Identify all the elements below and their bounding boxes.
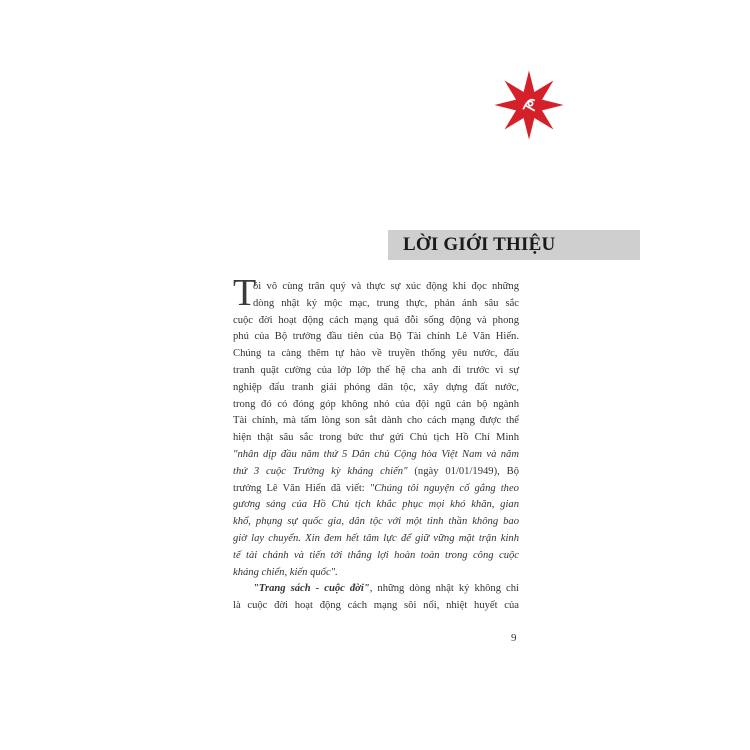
text-line-mixed bbox=[233, 581, 519, 598]
italic-fragment: "Chúng tôi nguyện cố gắng theo bbox=[369, 482, 519, 494]
quote-line: gương sáng của Hồ Chủ tịch khắc phục mọi khó khăn, gian bbox=[233, 499, 519, 511]
text-line-mixed bbox=[233, 481, 519, 498]
normal-fragment: , những dòng nhật ký không chỉ bbox=[369, 583, 519, 595]
text-line: phú của Bộ trưởng đầu tiên của Bộ Tài chính Lê Văn Hiến. bbox=[233, 331, 519, 343]
text-line: ôi vô cùng trân quý và thực sự xúc động khi đọc những bbox=[253, 281, 519, 292]
text-line: trong đó có đóng góp không nhỏ của đội ngũ cán bộ ngành bbox=[233, 398, 519, 410]
text-line: Chúng ta càng thêm tự hào về truyền thống yêu nước, đấu bbox=[233, 348, 519, 360]
quote-line: kháng chiến, kiến quốc". bbox=[233, 566, 338, 578]
quote-line: tế tài chánh và tiến tới thắng lợi hoàn toàn trong công cuộc bbox=[233, 549, 519, 561]
text-line: là cuộc đời hoạt động cách mạng sôi nổi, nhiệt huyết của bbox=[233, 600, 519, 612]
text-line: dòng nhật ký mộc mạc, trung thực, phản ánh sâu sắc bbox=[253, 297, 519, 309]
drop-cap: T bbox=[233, 272, 257, 314]
text-line: hiện thật sâu sắc trong bức thư gửi Chủ tịch Hồ Chí Minh bbox=[233, 432, 519, 444]
italic-fragment: thứ 3 cuộc Trường kỳ kháng chiến" bbox=[233, 465, 408, 477]
text-line: Tài chính, mà tấm lòng son sắt dành cho cách mạng được thể bbox=[233, 415, 519, 427]
page-number: 9 bbox=[511, 632, 517, 644]
text-line: nghiệp đấu tranh giải phóng dân tộc, xây dựng đất nước, bbox=[233, 381, 519, 393]
text-line: tranh quật cường của lớp lớp thế hệ cha anh đi trước vì sự bbox=[233, 364, 519, 376]
section-heading: LỜI GIỚI THIỆU bbox=[403, 234, 556, 255]
quote-line: giờ lay chuyển. Xin đem hết tâm lực để giữ vững mặt trận kinh bbox=[233, 532, 519, 544]
red-star-emblem-icon bbox=[493, 69, 565, 141]
text-line: cuộc đời hoạt động cách mạng quá đỗi sống động và phong bbox=[233, 314, 519, 326]
quote-line: khổ, phụng sự quốc gia, dân tộc với một tinh thần không bao bbox=[233, 516, 519, 528]
heading-bar bbox=[388, 230, 640, 260]
body-text bbox=[233, 272, 519, 615]
text-line-italic: "nhân dịp đầu năm thứ 5 Dân chủ Cộng hòa Việt Nam và năm bbox=[233, 448, 519, 460]
normal-fragment: (ngày 01/01/1949), Bộ bbox=[407, 465, 519, 477]
text-line-mixed bbox=[233, 464, 519, 481]
bold-italic-fragment: "Trang sách - cuộc đời" bbox=[253, 583, 370, 595]
normal-fragment: trưởng Lê Văn Hiến đã viết: bbox=[233, 482, 370, 494]
